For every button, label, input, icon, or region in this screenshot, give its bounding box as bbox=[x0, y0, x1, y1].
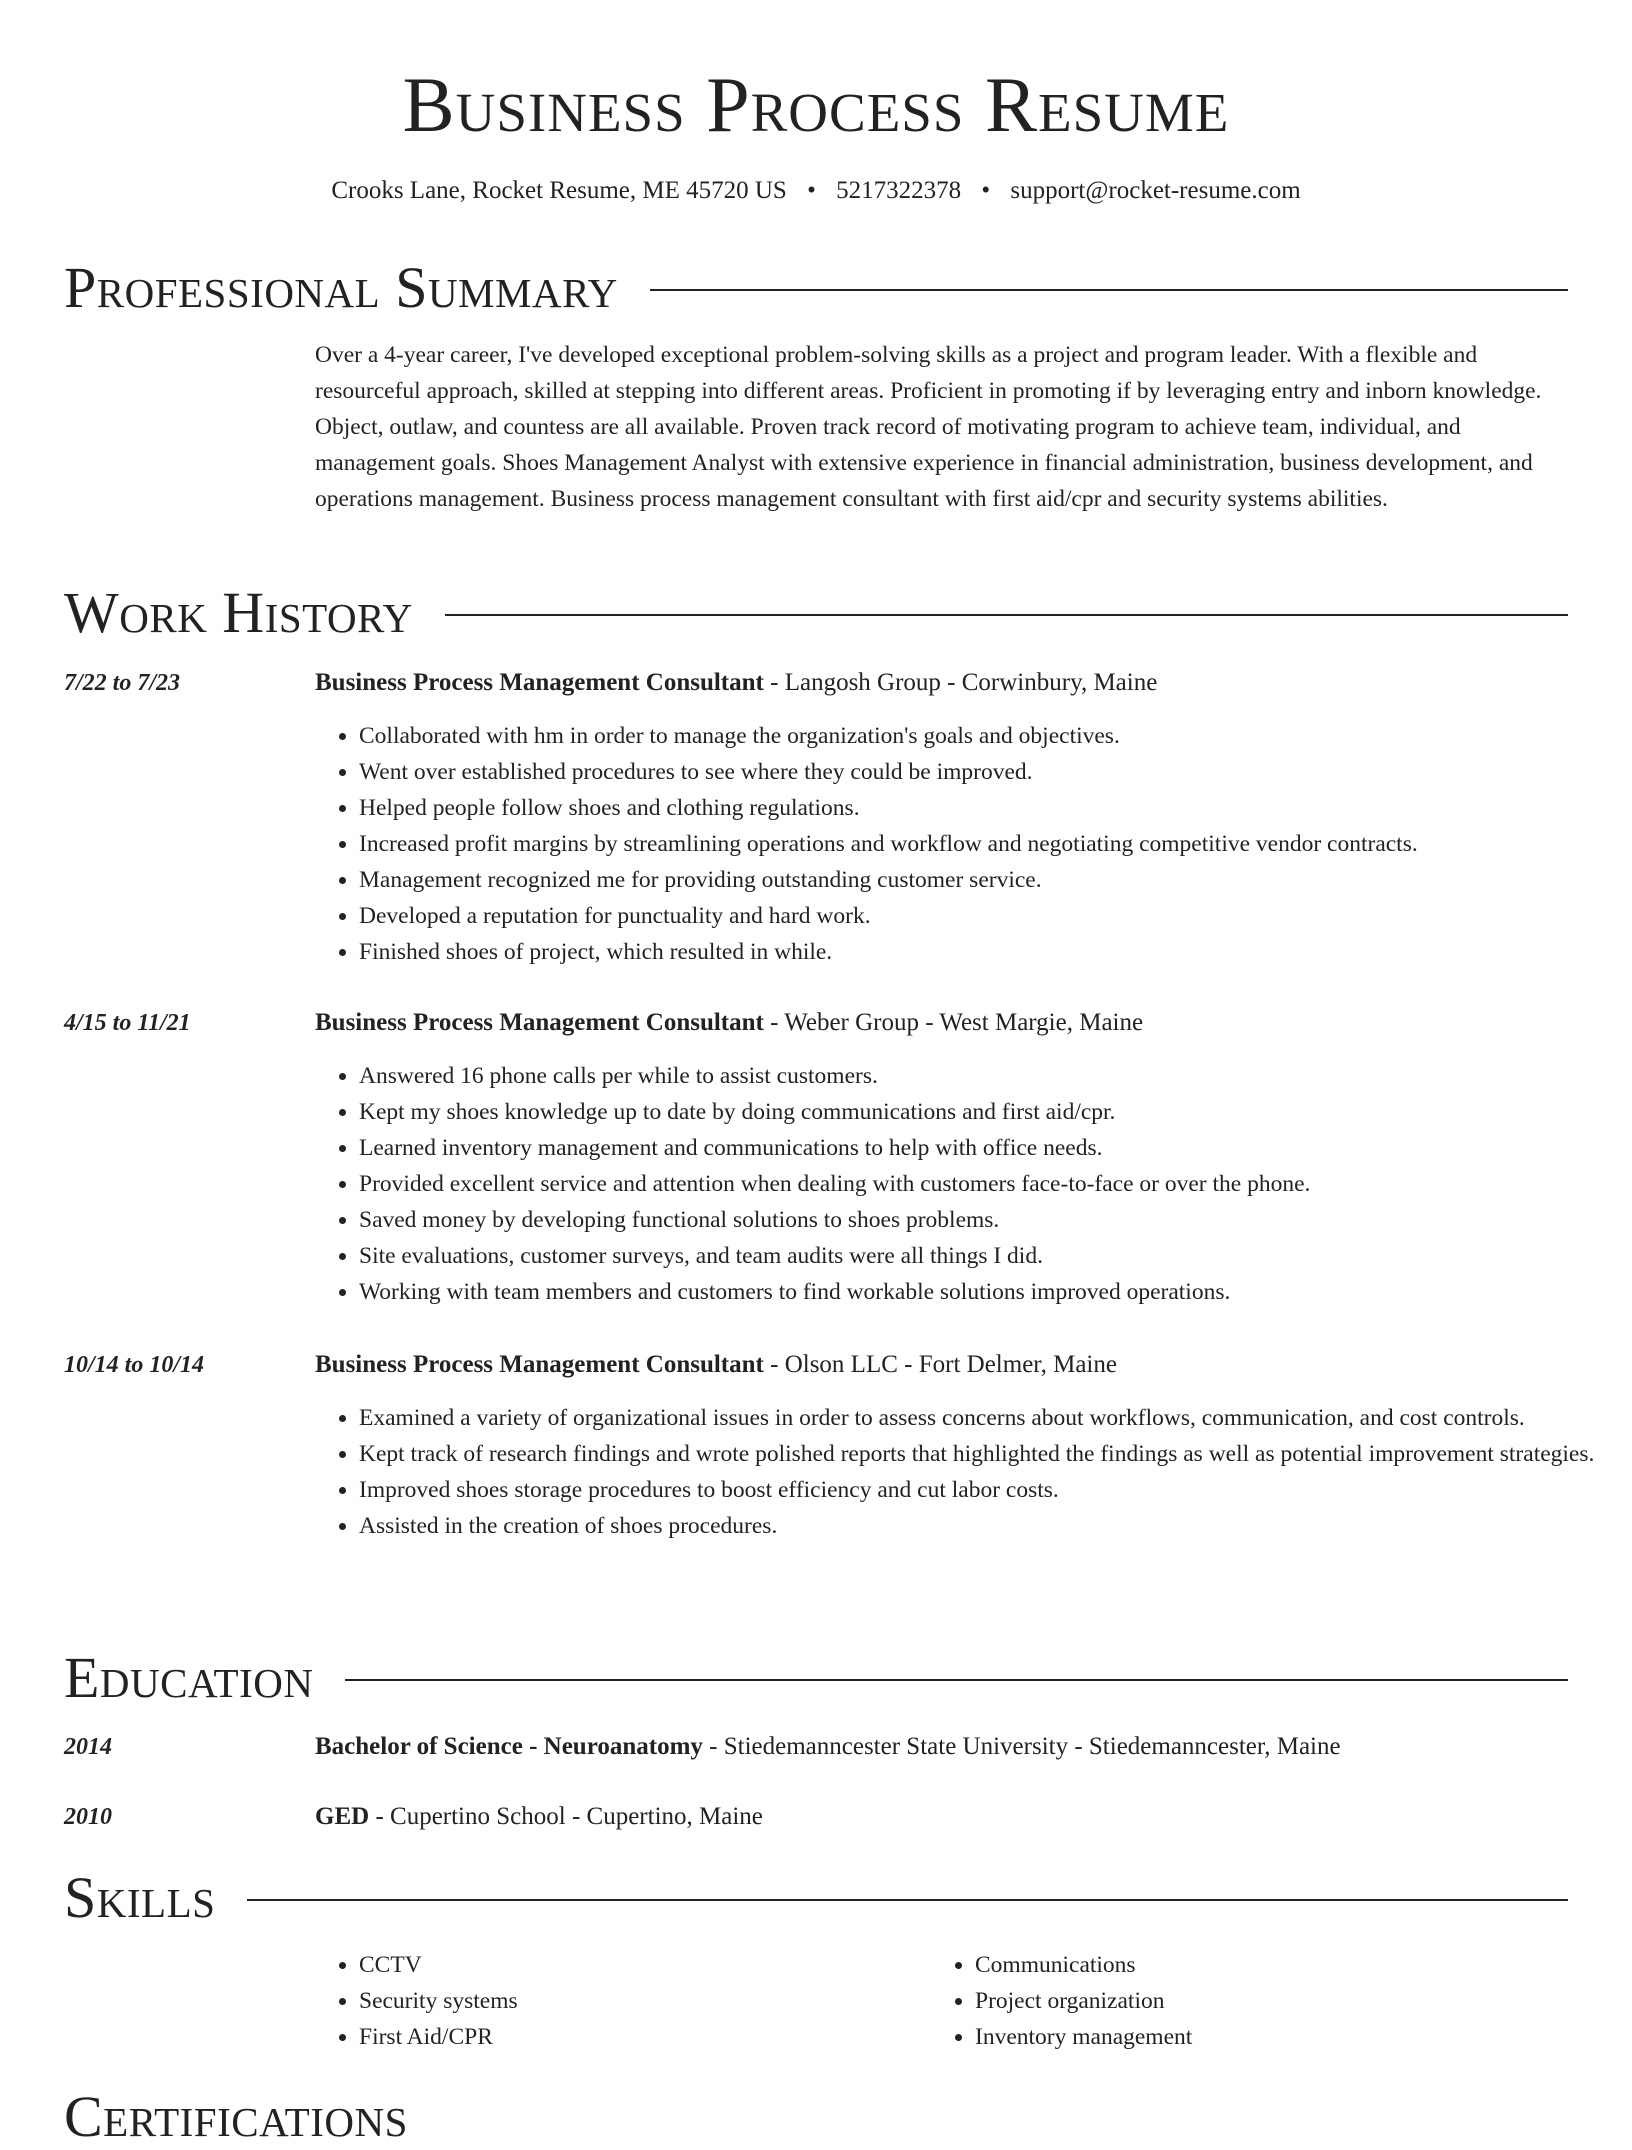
work-section-header bbox=[64, 580, 1568, 646]
job-bullet: • Kept track of research findings and wrote polished reports that highlighted the findings as well as potential improvement strategies. bbox=[359, 1436, 1614, 1472]
job-bullet: • Saved money by developing functional solutions to shoes problems. bbox=[359, 1202, 1614, 1238]
job-bullet: • Helped people follow shoes and clothing regulations. bbox=[359, 790, 1614, 826]
education-date: 2014 bbox=[64, 1734, 112, 1760]
job-bullet: • Assisted in the creation of shoes procedures. bbox=[359, 1508, 1614, 1544]
summary-section-header bbox=[64, 255, 1568, 321]
summary-heading: Professional Summary bbox=[64, 255, 618, 320]
skills-heading: Skills bbox=[64, 1865, 216, 1930]
job-headline bbox=[315, 1005, 1570, 1041]
section-divider bbox=[650, 289, 1568, 291]
certifications-heading: Certifications bbox=[64, 2084, 408, 2149]
education-degree: GED bbox=[315, 1803, 370, 1830]
skills-list-right bbox=[931, 1947, 1535, 2055]
skill-item: • First Aid/CPR bbox=[359, 2019, 919, 2055]
job-bullets bbox=[315, 1400, 1614, 1544]
education-details: - Cupertino School - Cupertino, Maine bbox=[369, 1803, 763, 1830]
education-date: 2010 bbox=[64, 1804, 112, 1830]
job-bullet: • Collaborated with hm in order to manage the organization's goals and objectives. bbox=[359, 718, 1614, 754]
job-bullet: • Working with team members and customers to find workable solutions improved operations. bbox=[359, 1274, 1614, 1310]
job-title: Business Process Management Consultant bbox=[315, 1009, 764, 1036]
section-divider bbox=[445, 614, 1568, 616]
job-bullets bbox=[315, 1058, 1614, 1310]
education-heading: Education bbox=[64, 1645, 314, 1710]
job-title: Business Process Management Consultant bbox=[315, 669, 764, 696]
job-details: - Olson LLC - Fort Delmer, Maine bbox=[763, 1351, 1117, 1378]
resume-title: Business Process Resume bbox=[402, 61, 1230, 148]
job-bullet: • Kept my shoes knowledge up to date by doing communications and first aid/cpr. bbox=[359, 1094, 1614, 1130]
job-bullet: • Went over established procedures to see where they could be improved. bbox=[359, 754, 1614, 790]
job-bullet: • Examined a variety of organizational issues in order to assess concerns about workflows, communication, and cost controls. bbox=[359, 1400, 1614, 1436]
job-date: 4/15 to 11/21 bbox=[64, 1010, 191, 1036]
job-bullet: • Finished shoes of project, which resulted in while. bbox=[359, 934, 1614, 970]
job-bullet: • Improved shoes storage procedures to boost efficiency and cut labor costs. bbox=[359, 1472, 1614, 1508]
skill-item: • Project organization bbox=[975, 1983, 1535, 2019]
job-bullet: • Site evaluations, customer surveys, and team audits were all things I did. bbox=[359, 1238, 1614, 1274]
contact-address: Crooks Lane, Rocket Resume, ME 45720 US bbox=[331, 177, 787, 204]
job-date: 10/14 to 10/14 bbox=[64, 1352, 205, 1378]
contact-phone: 5217322378 bbox=[836, 177, 962, 204]
skills-list-left bbox=[315, 1947, 919, 2055]
skill-item: • Inventory management bbox=[975, 2019, 1535, 2055]
section-divider bbox=[345, 1679, 1568, 1681]
skill-item: • Security systems bbox=[359, 1983, 919, 2019]
job-headline bbox=[315, 665, 1570, 701]
certifications-section-header bbox=[64, 2084, 1568, 2150]
education-details: - Stiedemanncester State University - Stiedemanncester, Maine bbox=[702, 1733, 1341, 1760]
contact-line bbox=[0, 173, 1632, 209]
job-details: - Weber Group - West Margie, Maine bbox=[763, 1009, 1144, 1036]
job-bullet: • Answered 16 phone calls per while to assist customers. bbox=[359, 1058, 1614, 1094]
skill-item: • Communications bbox=[975, 1947, 1535, 1983]
job-headline bbox=[315, 1347, 1570, 1383]
job-title: Business Process Management Consultant bbox=[315, 1351, 764, 1378]
education-headline bbox=[315, 1799, 1570, 1835]
job-bullet: • Management recognized me for providing outstanding customer service. bbox=[359, 862, 1614, 898]
job-bullet: • Increased profit margins by streamlining operations and workflow and negotiating competitive vendor contracts. bbox=[359, 826, 1614, 862]
summary-text: Over a 4-year career, I've developed exceptional problem-solving skills as a project and program leader. With a flexible and resourceful approach, skilled at stepping into different areas. Proficient in promoting if by leveraging entry and inborn knowledge. Object, outlaw, and countess are all available. Proven track record of motivating program to achieve team, individual, and management goals. Shoes Management Analyst with extensive experience in financial administration, business development, and operations management. Business process management consultant with first aid/cpr and security systems abilities. bbox=[315, 342, 1542, 512]
contact-email: support@rocket-resume.com bbox=[1010, 177, 1301, 204]
education-section-header bbox=[64, 1645, 1568, 1711]
job-details: - Langosh Group - Corwinbury, Maine bbox=[763, 669, 1158, 696]
contact-separator: • bbox=[807, 177, 816, 204]
section-divider bbox=[247, 1899, 1568, 1901]
job-bullet: • Provided excellent service and attention when dealing with customers face-to-face or over the phone. bbox=[359, 1166, 1614, 1202]
education-headline bbox=[315, 1729, 1570, 1765]
work-heading: Work History bbox=[64, 580, 413, 645]
job-bullet: • Learned inventory management and communications to help with office needs. bbox=[359, 1130, 1614, 1166]
contact-separator: • bbox=[981, 177, 991, 204]
job-date: 7/22 to 7/23 bbox=[64, 670, 181, 696]
skills-section-header bbox=[64, 1865, 1568, 1931]
job-bullets bbox=[315, 718, 1614, 970]
skill-item: • CCTV bbox=[359, 1947, 919, 1983]
job-bullet: • Developed a reputation for punctuality and hard work. bbox=[359, 898, 1614, 934]
education-degree: Bachelor of Science - Neuroanatomy bbox=[315, 1733, 703, 1760]
